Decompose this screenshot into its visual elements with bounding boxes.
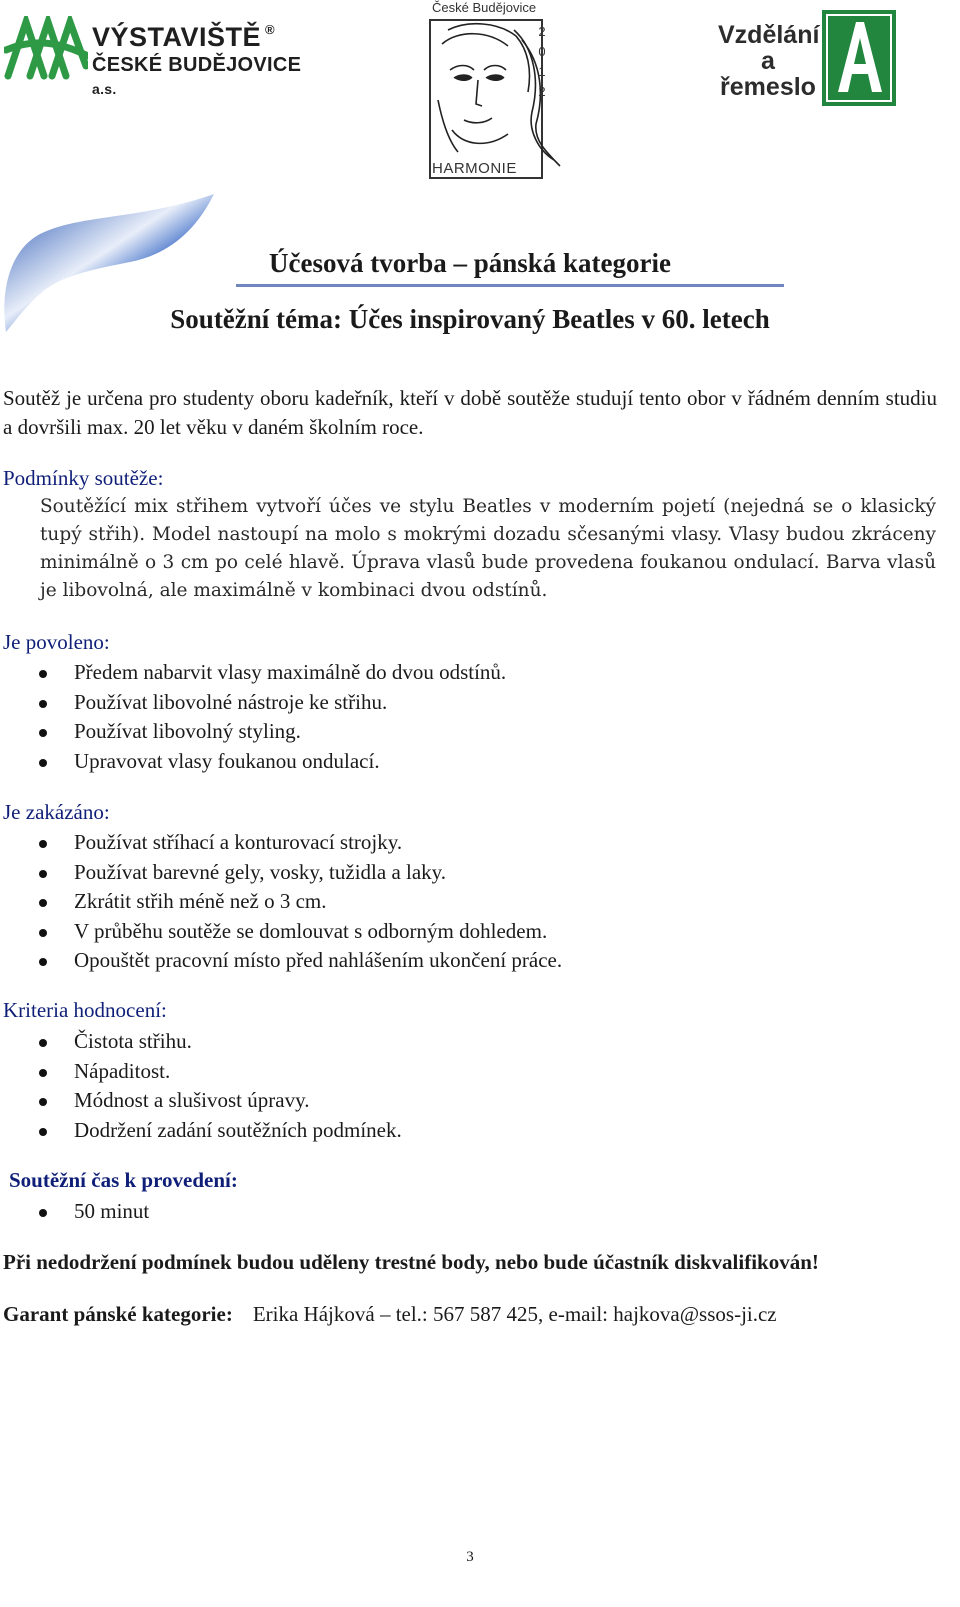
list-item: Zkrátit střih méně než o 3 cm. (36, 887, 562, 917)
criteria-list (36, 1027, 402, 1145)
guarantor-contact: Erika Hájková – tel.: 567 587 425, e-mail: hajkova@ssos-ji.cz (252, 1302, 777, 1326)
harmonie-logo (428, 0, 568, 185)
harmonie-city: České Budějovice (432, 0, 537, 15)
bullet-icon (39, 759, 47, 767)
list-item: Čistota střihu. (36, 1027, 402, 1057)
year-digit: 1 (538, 64, 546, 79)
page-number: 3 (466, 1549, 474, 1565)
intro-paragraph: Soutěž je určena pro studenty oboru kadeřník, kteří v době soutěže studují tento obor v řádném denním studiu a dovršili max. 20 let věku v daném školním roce. (3, 386, 937, 439)
vr-line: Vzdělání (718, 21, 820, 49)
letter-a-icon (822, 10, 896, 106)
vr-line: a (761, 47, 775, 75)
vystaviste-name: VÝSTAVIŠTĚ ® (92, 22, 276, 52)
guarantor-line (3, 1302, 777, 1327)
vystaviste-logo (4, 14, 304, 97)
harmonie-name: HARMONIE (432, 160, 517, 177)
bullet-icon (39, 1039, 47, 1047)
guarantor-label: Garant pánské kategorie: (3, 1302, 233, 1326)
allowed-heading: Je povoleno: (3, 630, 110, 654)
conditions-text: Soutěžící mix střihem vytvoří účes ve stylu Beatles v moderním pojetí (nejedná se o klasický tupý střih). Model nastoupí na molo s mokrými dozadu sčesanými vlasy. Vlasy budou zkráceny minimálně o 3 cm po celé hlavě. Úprava vlasů bude provedena foukanou ondulací. Barva vlasů je libovolná, ale maximálně v kombinaci dvou odstínů. (40, 496, 936, 601)
bullet-icon (39, 840, 47, 848)
bullet-icon (39, 1128, 47, 1136)
vzdelani-remeslo-logo (716, 8, 896, 108)
forbidden-heading: Je zakázáno: (3, 800, 110, 824)
year-digit: 2 (538, 24, 546, 39)
vr-line: řemeslo (720, 73, 816, 101)
bullet-icon (39, 1209, 47, 1217)
bullet-icon (39, 899, 47, 907)
conditions-heading: Podmínky soutěže: (3, 466, 164, 490)
page-title: Účesová tvorba – pánská kategorie (269, 248, 671, 278)
list-item: Opouštět pracovní místo před nahlášením ukončení práce. (36, 946, 562, 976)
forbidden-list (36, 828, 562, 976)
list-item: Nápaditost. (36, 1057, 402, 1087)
list-item: Používat barevné gely, vosky, tužidla a laky. (36, 858, 562, 888)
bullet-icon (39, 670, 47, 678)
time-heading: Soutěžní čas k provedení: (9, 1168, 238, 1192)
disqualification-warning: Při nedodržení podmínek budou uděleny trestné body, nebo bude účastník diskvalifikován! (3, 1250, 819, 1274)
vr-green-box (822, 10, 896, 106)
vzdelani-remeslo-text (718, 22, 818, 100)
list-item: Používat libovolný styling. (36, 717, 506, 747)
list-item: Předem nabarvit vlasy maximálně do dvou odstínů. (36, 658, 506, 688)
list-item: V průběhu soutěže se domlouvat s odborným dohledem. (36, 917, 562, 947)
title-divider (236, 284, 784, 287)
allowed-list (36, 658, 506, 776)
vystaviste-city: ČESKÉ BUDĚJOVICE a.s. (92, 54, 302, 97)
harmonie-year (536, 22, 548, 102)
list-item: Módnost a slušivost úpravy. (36, 1086, 402, 1116)
bullet-icon (39, 1069, 47, 1077)
bullet-icon (39, 870, 47, 878)
year-digit: 2 (538, 84, 546, 99)
bullet-icon (39, 729, 47, 737)
bullet-icon (39, 929, 47, 937)
bullet-icon (39, 700, 47, 708)
list-item: 50 minut (36, 1197, 149, 1227)
time-list (36, 1197, 149, 1227)
bullet-icon (39, 1098, 47, 1106)
list-item: Používat libovolné nástroje ke střihu. (36, 688, 506, 718)
bullet-icon (39, 958, 47, 966)
list-item: Používat stříhací a konturovací strojky. (36, 828, 562, 858)
vystaviste-emblem-icon (4, 16, 88, 82)
list-item: Dodržení zadání soutěžních podmínek. (36, 1116, 402, 1146)
criteria-heading: Kriteria hodnocení: (3, 998, 167, 1022)
year-digit: 0 (538, 44, 546, 59)
list-item: Upravovat vlasy foukanou ondulací. (36, 747, 506, 777)
page-subtitle: Soutěžní téma: Účes inspirovaný Beatles v 60. letech (170, 304, 770, 334)
